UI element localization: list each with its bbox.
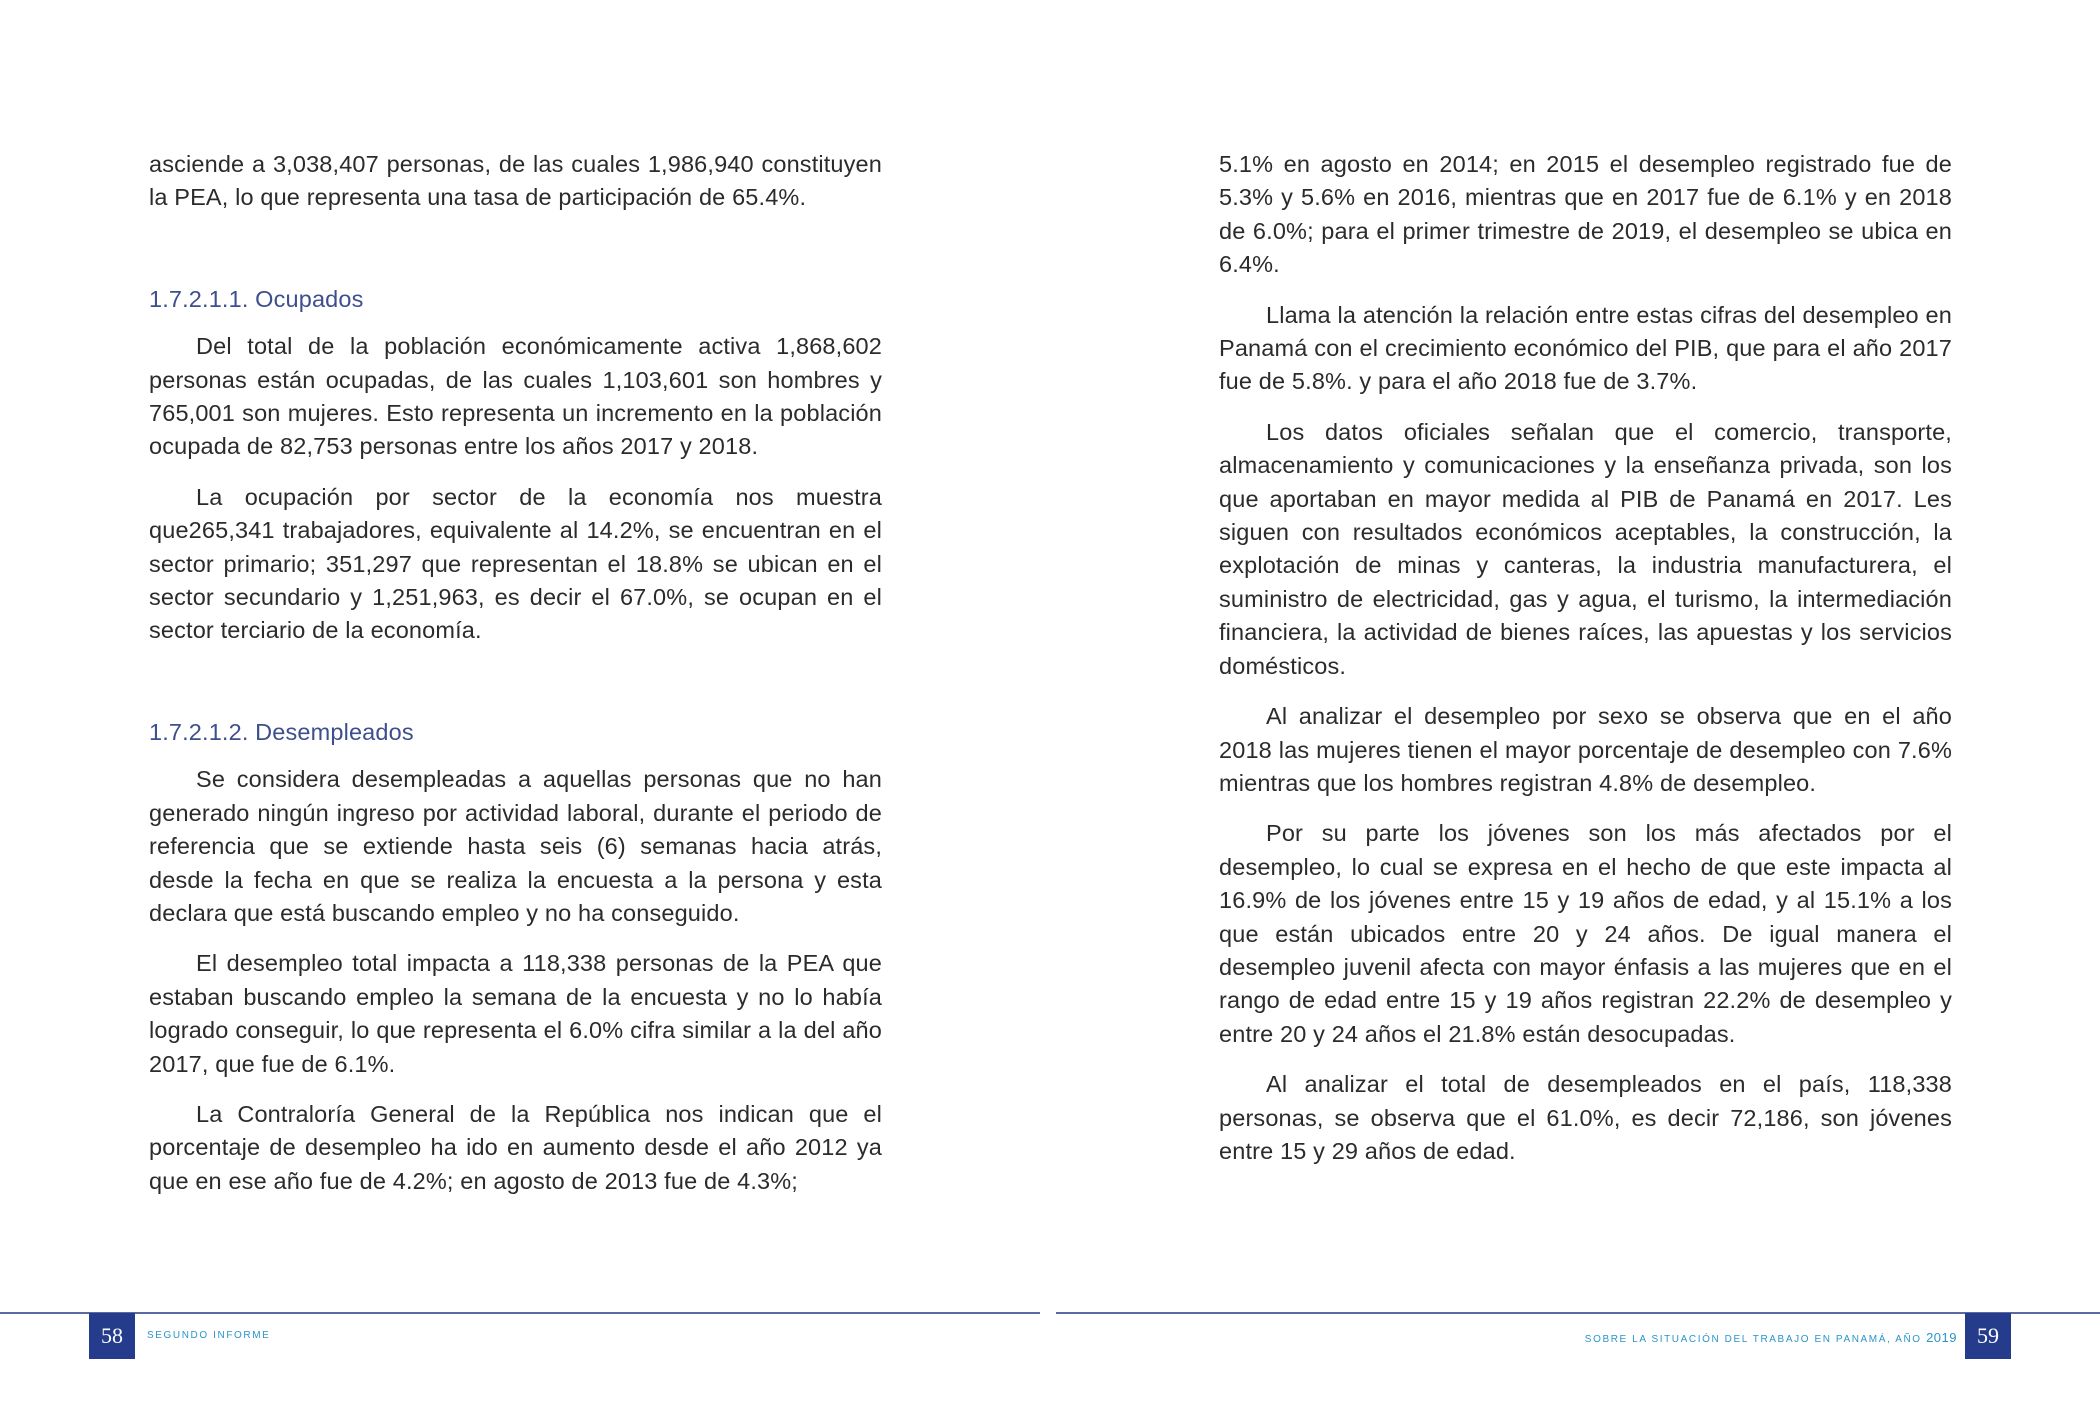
section-heading-ocupados: 1.7.2.1.1. Ocupados [149, 285, 364, 312]
continuation-paragraph: 5.1% en agosto en 2014; en 2015 el desempleo registrado fue de 5.3% y 5.6% en 2016, mientras que en 2017 fue de 6.1% y en 2018 de 6.0%; para el primer trimestre de 2019, el desempleo se ubica en 6.4%. [1219, 151, 1952, 278]
section-heading-desempleados: 1.7.2.1.2. Desempleados [149, 718, 414, 745]
desempleados-paragraph-3: La Contraloría General de la República nos indican que el porcentaje de desempleo ha ido en aumento desde el año 2012 ya que en ese año fue de 4.2%; en agosto de 2013 fue de 4.3%; [149, 1100, 882, 1194]
page-number-right: 59 [1965, 1313, 2011, 1359]
footer-rule-left [0, 1312, 1040, 1314]
jovenes-paragraph: Por su parte los jóvenes son los más afectados por el desempleo, lo cual se expresa en el hecho de que este impacta al 16.9% de los jóvenes entre 15 y 19 años de edad, y al 15.1% a los que están ubicados entre 20 y 24 años. De igual manera el desempleo juvenil afecta con mayor énfasis a las mujeres que en el rango de edad entre 15 y 19 años registran 22.2% de desempleo y entre 20 y 24 años el 21.8% están desocupadas. [1219, 820, 1952, 1047]
left-page-body [149, 148, 882, 1215]
intro-paragraph: asciende a 3,038,407 personas, de las cuales 1,986,940 constituyen la PEA, lo que representa una tasa de participación de 65.4%. [149, 151, 882, 211]
running-title-year: 2019 [1926, 1330, 1957, 1345]
total-desempleados-paragraph: Al analizar el total de desempleados en el país, 118,338 personas, se observa que el 61.0%, es decir 72,186, son jóvenes entre 15 y 29 años de edad. [1219, 1071, 1952, 1164]
running-title-right [1585, 1330, 1957, 1345]
page-number-left: 58 [89, 1313, 135, 1359]
right-page-body [1219, 148, 1952, 1185]
ocupados-paragraph-2: La ocupación por sector de la economía nos muestra que265,341 trabajadores, equivalente al 14.2%, se encuentran en el sector primario; 351,297 que representan el 18.8% se ubican en el sector secundario y 1,251,963, es decir el 67.0%, se ocupan en el sector terciario de la economía. [149, 483, 882, 644]
pib-paragraph: Llama la atención la relación entre estas cifras del desempleo en Panamá con el crecimiento económico del PIB, que para el año 2017 fue de 5.8%. y para el año 2018 fue de 3.7%. [1219, 301, 1952, 395]
ocupados-paragraph-1: Del total de la población económicamente activa 1,868,602 personas están ocupadas, de las cuales 1,103,601 son hombres y 765,001 son mujeres. Esto representa un incremento en la población ocupada de 82,753 personas entre los años 2017 y 2018. [149, 333, 882, 460]
desempleados-paragraph-2: El desempleo total impacta a 118,338 personas de la PEA que estaban buscando empleo la semana de la encuesta y no lo había logrado conseguir, lo que representa el 6.0% cifra similar a la del año 2017, que fue de 6.1%. [149, 950, 882, 1077]
datos-oficiales-paragraph: Los datos oficiales señalan que el comercio, transporte, almacenamiento y comunicaciones y la enseñanza privada, son los que aportaban en mayor medida al PIB de Panamá en 2017. Les siguen con resultados económicos aceptables, la construcción, la explotación de minas y canteras, la industria manufacturera, el suministro de electricidad, gas y agua, el turismo, la intermediación financiera, la actividad de bienes raíces, las apuestas y los servicios domésticos. [1219, 418, 1952, 679]
desempleados-paragraph-1: Se considera desempleadas a aquellas personas que no han generado ningún ingreso por actividad laboral, durante el periodo de referencia que se extiende hasta seis (6) semanas hacia atrás, desde la fecha en que se realiza la encuesta a la persona y esta declara que está buscando empleo y no ha conseguido. [149, 766, 882, 926]
running-title-left: SEGUNDO INFORME [147, 1330, 271, 1341]
footer-rule-right [1056, 1312, 2100, 1314]
running-title-right-text: SOBRE LA SITUACIÓN DEL TRABAJO EN PANAMÁ, AÑO [1584, 1334, 1922, 1345]
desempleo-sexo-paragraph: Al analizar el desempleo por sexo se observa que en el año 2018 las mujeres tienen el mayor porcentaje de desempleo con 7.6% mientras que los hombres registran 4.8% de desempleo. [1219, 703, 1952, 796]
